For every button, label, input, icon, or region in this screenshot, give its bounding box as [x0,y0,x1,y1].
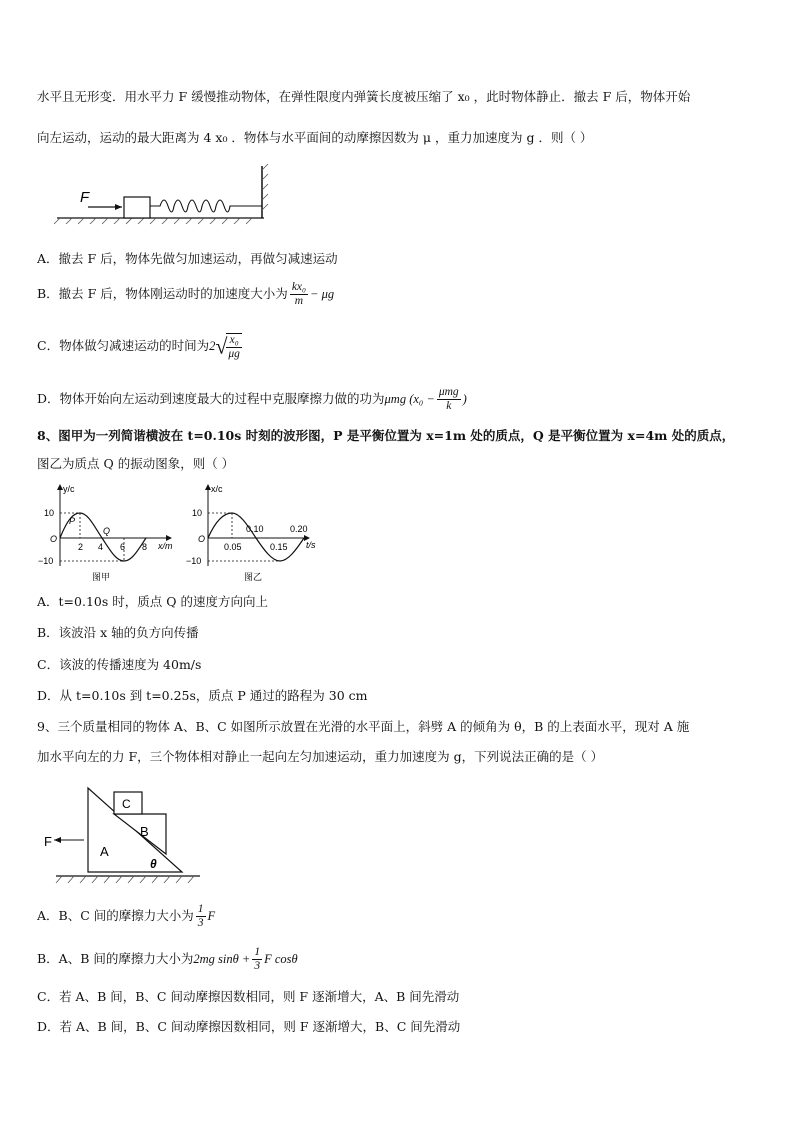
q7-option-b: B．撤去 F 后，物体刚运动时的加速度大小为 $\frac{\text{kx₀}}{m}$ − μg [37,281,335,307]
svg-text:−10: −10 [186,556,202,566]
svg-text:O: O [50,534,58,544]
svg-text:t/s: t/s [306,540,316,550]
svg-text:2: 2 [78,542,84,552]
q8-option-d: D．从 t=0.10s 到 t=0.25s，质点 P 通过的路程为 30 cm [37,688,368,703]
svg-text:A: A [100,844,109,859]
q8-option-a: A．t=0.10s 时，质点 Q 的速度方向向上 [37,594,268,609]
q7-line-2: 向左运动，运动的最大距离为 4 x₀ ．物体与水平面间的动摩擦因数为 μ ，重力加速度为 g ．则（ ） [37,130,593,145]
svg-text:图甲: 图甲 [92,572,111,582]
svg-text:6: 6 [120,542,126,552]
arrow-left-icon [54,837,61,843]
svg-text:0.15: 0.15 [270,542,288,552]
q7-option-c: C．物体做匀减速运动的时间为2√ $\frac{\text{x₀}}{\mu g}$ [37,333,240,360]
q9-option-a: A．B、C 间的摩擦力大小为 $\frac{1}{3}$ F [37,903,216,929]
svg-text:C: C [122,797,131,811]
svg-text:x/c: x/c [211,484,223,494]
svg-text:B: B [140,824,149,839]
q7-spring-figure [52,160,272,228]
q9-line-1: 9、三个质量相同的物体 A、B、C 如图所示放置在光滑的水平面上，斜劈 A 的倾角为 θ，B 的上表面水平，现对 A 施 [37,719,690,734]
q8-line-2: 图乙为质点 Q 的振动图象，则（ ） [37,456,235,471]
q7-option-d: D．物体开始向左运动到速度最大的过程中克服摩擦力做的功为μmg (x₀ − $\frac{\text{μmg}}{k}$ ) [37,386,467,412]
q7-line-1: 水平且无形变．用水平力 F 缓慢推动物体，在弹性限度内弹簧长度被压缩了 x₀ ，此时物体静止．撤去 F 后，物体开始 [37,89,691,104]
svg-text:y/c: y/c [63,484,75,494]
svg-text:0.10: 0.10 [246,524,264,534]
q9-option-c: C．若 A、B 间，B、C 间动摩擦因数相同，则 F 逐渐增大，A、B 间先滑动 [37,989,460,1004]
q8-option-b: B．该波沿 x 轴的负方向传播 [37,625,199,640]
q8-line-1: 8、图甲为一列简谐横波在 t=0.10s 时刻的波形图，P 是平衡位置为 x=1m 处的质点，Q 是平衡位置为 x=4m 处的质点， [37,428,735,443]
svg-text:P: P [69,516,76,526]
force-label: F [80,189,90,206]
svg-text:O: O [198,534,206,544]
svg-text:Q: Q [103,526,111,536]
svg-text:10: 10 [192,508,203,518]
q9-line-2: 加水平向左的力 F，三个物体相对静止一起向左匀加速运动，重力加速度为 g，下列说法正确的是（ ） [37,749,604,764]
block [124,197,150,218]
arrow-icon [115,204,122,210]
svg-text:10: 10 [44,508,55,518]
svg-text:x/m: x/m [158,541,173,551]
svg-text:4: 4 [98,542,104,552]
svg-text:8: 8 [142,542,148,552]
svg-text:F: F [44,834,52,849]
svg-text:0.05: 0.05 [224,542,242,552]
spring [150,200,262,212]
vibration-figure-yi [186,480,326,586]
q7-option-a: A．撤去 F 后，物体先做匀加速运动，再做匀减速运动 [37,251,338,266]
q9-option-b: B．A、B 间的摩擦力大小为2mg sinθ + $\frac{1}{3}$ F cosθ [37,946,298,972]
svg-text:图乙: 图乙 [244,572,263,582]
q8-option-c: C．该波的传播速度为 40m/s [37,657,202,672]
svg-text:0.20: 0.20 [290,524,308,534]
q9-wedge-figure [40,784,210,890]
svg-text:θ: θ [150,857,157,871]
svg-text:−10: −10 [38,556,54,566]
wave-figure-jia [36,480,186,586]
q9-option-d: D．若 A、B 间，B、C 间动摩擦因数相同，则 F 逐渐增大，B、C 间先滑动 [37,1019,461,1034]
